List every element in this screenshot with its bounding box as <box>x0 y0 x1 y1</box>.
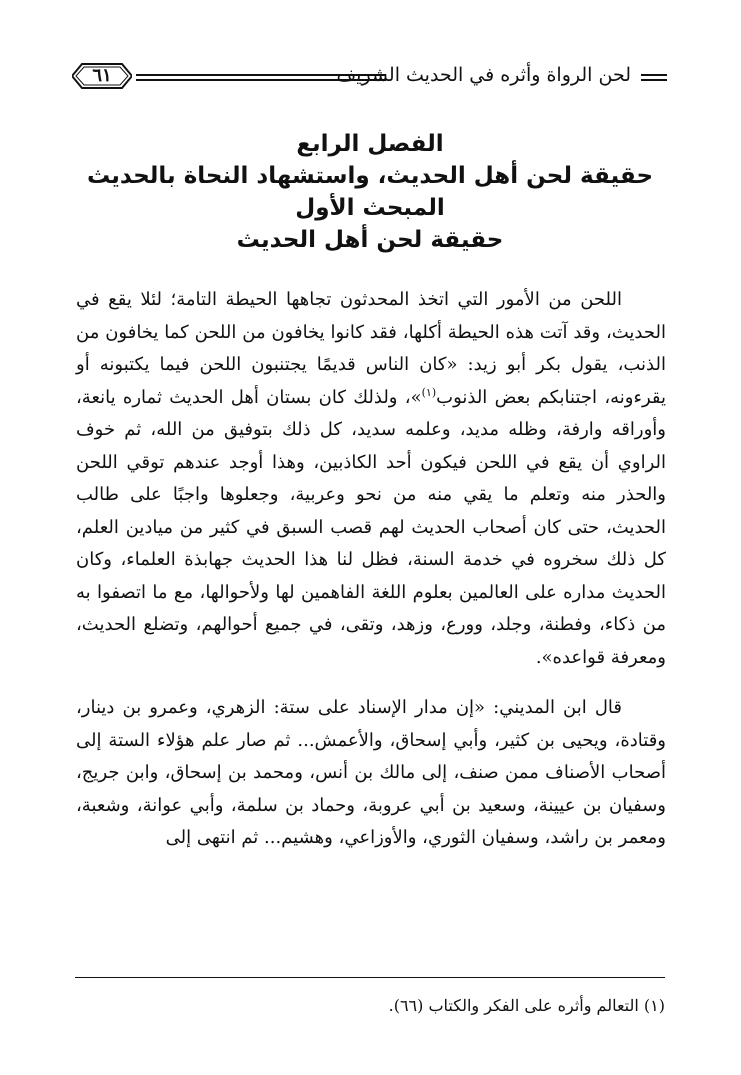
chapter-title: حقيقة لحن أهل الحديث، واستشهاد النحاة بالحديث <box>86 163 654 189</box>
footnote-divider <box>75 977 665 978</box>
paragraph-2: قال ابن المديني: «إن مدار الإسناد على ستة: الزهري، وعمرو بن دينار، وقتادة، ويحيى بن كثير، وأبي إسحاق، والأعمش... ثم صار علم هؤلاء الستة إلى أصحاب الأصناف ممن صنف، إلى مالك بن أنس، ومحمد بن إسحاق، وابن جريج، وسفيان بن عيينة، وسعيد بن أبي عروبة، وحماد بن سلمة، وأبي عوانة، وشعبة، ومعمر بن راشد، وسفيان الثوري، والأوزاعي، وهشيم... ثم انتهى إلى <box>76 697 666 848</box>
paragraph-1-part-1: اللحن من الأمور التي اتخذ المحدثون تجاهها الحيطة التامة؛ لئلا يقع في الحديث، وقد آتت هذه الحيطة أكلها، فقد كانوا يخافون من اللحن كما يخافون من الذنب، يقول بكر أبو زيد: «كان الناس قديمًا يجتنبون اللحن فيما يكتبونه أو يقرءونه، اجتنابكم بعض الذنوب <box>76 289 666 408</box>
page-number: ٦١ <box>92 65 112 86</box>
section-label: المبحث الأول <box>295 195 445 221</box>
header-rule-right <box>641 74 667 76</box>
paragraph-1 <box>76 284 666 674</box>
paragraph-1-part-2: »، ولذلك كان بستان أهل الحديث ثماره يانعة، وأوراقه وارفة، وظله مديد، وعلمه سديد، كل ذلك بتوفيق من الله، ثم خوف الراوي أن يقع في اللحن فيكون أحد الكاذبين، وهذا أوجد عندهم توقي اللحن والحذر منه وتعلم ما يقي منه من نحو وعربية، وجعلوها واجبًا على طالب الحديث، حتى كان أصحاب الحديث لهم قصب السبق في كثير من ميادين العلم، كل ذلك سخروه في خدمة السنة، فظل لنا هذا الحديث جهابذة العلماء، وكان الحديث مداره على العالمين بعلوم اللغة الفاهمين لها ولأحوالها، مع ما اتصفوا به من ذكاء، وفطنة، وجلد، وورع، وزهد، وتقى، في جميع أحوالهم، وتضلع الحديث، ومعرفة قواعده». <box>76 386 666 668</box>
section-title: حقيقة لحن أهل الحديث <box>236 227 504 253</box>
running-header <box>72 58 667 98</box>
page-number-frame <box>72 62 132 90</box>
footnote-reference: (١) <box>421 385 437 399</box>
chapter-label: الفصل الرابع <box>296 131 444 157</box>
chapter-headings <box>60 128 680 256</box>
running-header-title: لحن الرواة وأثره في الحديث الشريف <box>336 64 631 86</box>
header-rule-left <box>136 74 386 76</box>
body-text <box>76 284 666 873</box>
footnote: (١) التعالم وأثره على الفكر والكتاب (٦٦). <box>388 996 665 1015</box>
